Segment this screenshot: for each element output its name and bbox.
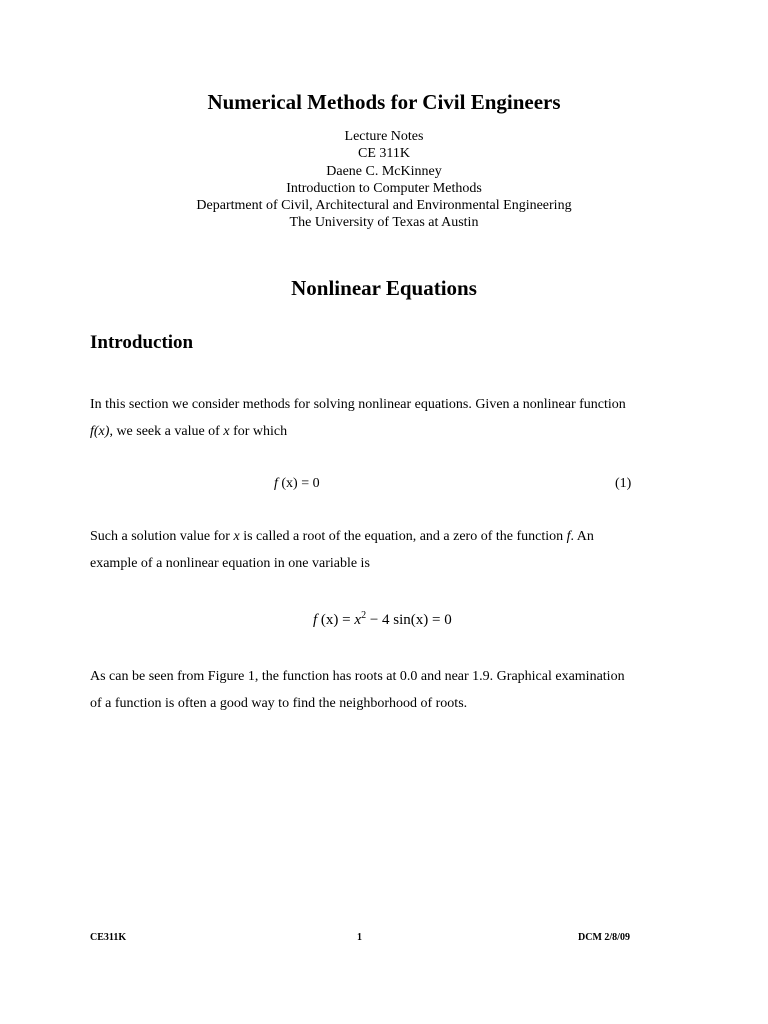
text-span: Such a solution value for (90, 529, 234, 544)
footer-page-number: 1 (357, 932, 362, 943)
paragraph-line: example of a nonlinear equation in one variable is (90, 555, 370, 571)
footer-right: DCM 2/8/09 (578, 932, 630, 943)
paragraph-graphical (90, 664, 690, 717)
math-x: x (233, 529, 240, 544)
header-block (0, 128, 768, 232)
header-line-author: Daene C. McKinney (326, 163, 442, 179)
equation-number: (1) (615, 476, 632, 491)
math-fx: f(x) (90, 423, 110, 439)
paragraph-line: In this section we consider methods for solving nonlinear equations. Given a nonlinear function (90, 397, 626, 412)
text-span: , we seek a value of (109, 423, 224, 439)
math-x: x (354, 612, 362, 628)
paragraph-line (90, 524, 690, 551)
paragraph-line: of a function is often a good way to find the neighborhood of roots. (90, 695, 468, 711)
text-span: for which (229, 423, 288, 439)
text-span: is called a root of the equation, and a zero of the function (239, 529, 567, 544)
equation-2 (313, 612, 452, 629)
text-span: . An (570, 529, 594, 544)
footer-left: CE311K (90, 932, 127, 943)
math-x: x (223, 423, 230, 439)
header-line-department: Department of Civil, Architectural and Environmental Engineering (196, 198, 572, 214)
math-rhs: = 0 (297, 476, 320, 491)
subheading-introduction: Introduction (90, 332, 194, 353)
math-arg: (x) (320, 612, 339, 628)
math-arg: (x) (281, 476, 298, 491)
document-title: Numerical Methods for Civil Engineers (207, 90, 561, 114)
math-f: f (566, 529, 571, 544)
header-line-university: The University of Texas at Austin (289, 215, 479, 231)
math-equals: = (338, 612, 355, 628)
paragraph-line (90, 419, 690, 446)
header-line-lecture-notes: Lecture Notes (344, 129, 424, 144)
header-line-subject: Introduction to Computer Methods (286, 180, 482, 196)
math-f: f (274, 476, 278, 491)
paragraph-line: As can be seen from Figure 1, the function has roots at 0.0 and near 1.9. Graphical examination (90, 669, 625, 684)
math-f: f (313, 612, 318, 628)
math-rest: − 4 sin(x) = 0 (366, 612, 452, 628)
math-exponent: 2 (361, 610, 367, 621)
equation-1 (274, 476, 320, 492)
paragraph-root-definition (90, 524, 690, 577)
section-title: Nonlinear Equations (291, 276, 477, 300)
paragraph-intro (90, 392, 690, 445)
header-line-course: CE 311K (358, 146, 410, 162)
